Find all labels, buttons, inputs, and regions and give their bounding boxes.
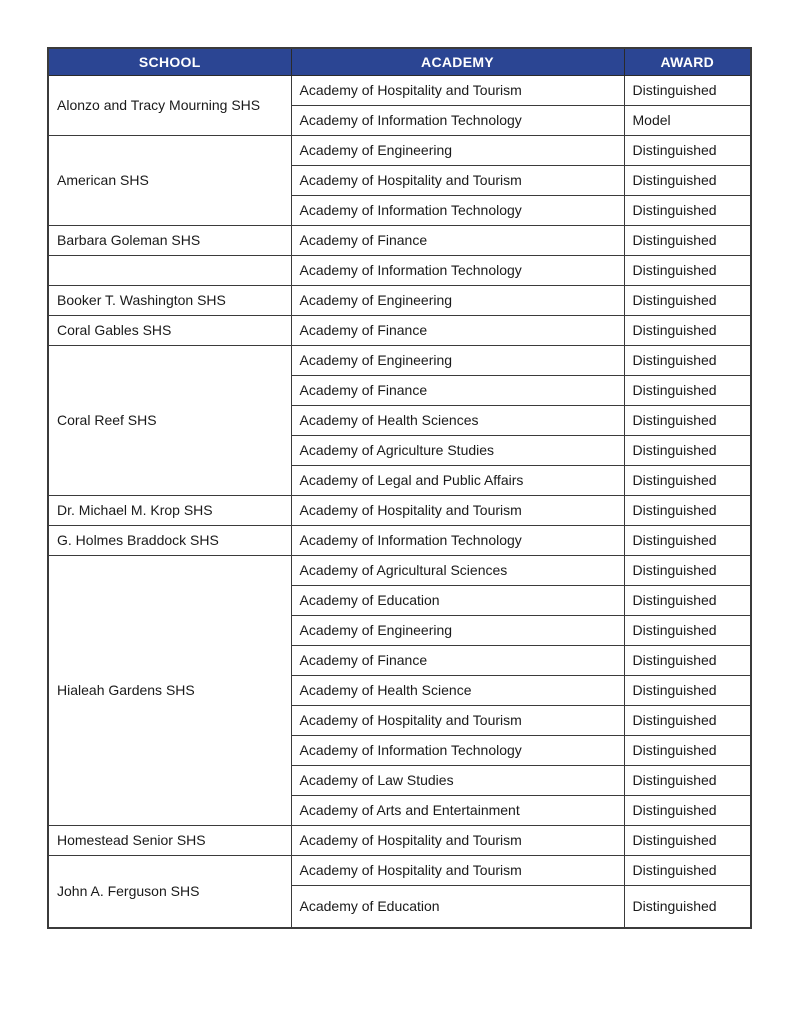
school-cell: Alonzo and Tracy Mourning SHS — [48, 75, 291, 135]
academy-cell: Academy of Information Technology — [291, 105, 624, 135]
awards-table-body — [48, 75, 751, 928]
table-row — [48, 225, 751, 255]
academy-cell: Academy of Hospitality and Tourism — [291, 825, 624, 855]
award-cell: Model — [624, 105, 751, 135]
academy-cell: Academy of Agriculture Studies — [291, 435, 624, 465]
award-cell: Distinguished — [624, 495, 751, 525]
awards-table — [47, 47, 752, 929]
award-cell: Distinguished — [624, 735, 751, 765]
award-cell: Distinguished — [624, 795, 751, 825]
award-cell: Distinguished — [624, 315, 751, 345]
table-row — [48, 525, 751, 555]
academy-cell: Academy of Agricultural Sciences — [291, 555, 624, 585]
award-cell: Distinguished — [624, 765, 751, 795]
award-cell: Distinguished — [624, 585, 751, 615]
academy-cell: Academy of Arts and Entertainment — [291, 795, 624, 825]
award-cell: Distinguished — [624, 225, 751, 255]
table-row — [48, 555, 751, 585]
column-header-school: SCHOOL — [48, 48, 291, 75]
academy-cell: Academy of Health Science — [291, 675, 624, 705]
academy-cell: Academy of Hospitality and Tourism — [291, 705, 624, 735]
award-cell: Distinguished — [624, 285, 751, 315]
award-cell: Distinguished — [624, 165, 751, 195]
table-row — [48, 495, 751, 525]
academy-cell: Academy of Engineering — [291, 345, 624, 375]
school-cell: American SHS — [48, 135, 291, 225]
school-cell: Hialeah Gardens SHS — [48, 555, 291, 825]
academy-cell: Academy of Finance — [291, 225, 624, 255]
academy-cell: Academy of Engineering — [291, 285, 624, 315]
academy-cell: Academy of Health Sciences — [291, 405, 624, 435]
academy-cell: Academy of Finance — [291, 645, 624, 675]
academy-cell: Academy of Information Technology — [291, 525, 624, 555]
award-cell: Distinguished — [624, 135, 751, 165]
column-header-award: AWARD — [624, 48, 751, 75]
school-cell: Dr. Michael M. Krop SHS — [48, 495, 291, 525]
school-cell: Coral Reef SHS — [48, 345, 291, 495]
academy-cell: Academy of Law Studies — [291, 765, 624, 795]
table-row — [48, 255, 751, 285]
award-cell: Distinguished — [624, 885, 751, 928]
award-cell: Distinguished — [624, 525, 751, 555]
school-cell: G. Holmes Braddock SHS — [48, 525, 291, 555]
award-cell: Distinguished — [624, 855, 751, 885]
academy-cell: Academy of Hospitality and Tourism — [291, 855, 624, 885]
award-cell: Distinguished — [624, 465, 751, 495]
table-row — [48, 75, 751, 105]
academy-cell: Academy of Hospitality and Tourism — [291, 165, 624, 195]
award-cell: Distinguished — [624, 675, 751, 705]
award-cell: Distinguished — [624, 345, 751, 375]
table-row — [48, 315, 751, 345]
academy-cell: Academy of Engineering — [291, 135, 624, 165]
school-cell: John A. Ferguson SHS — [48, 855, 291, 928]
award-cell: Distinguished — [624, 195, 751, 225]
school-cell: Coral Gables SHS — [48, 315, 291, 345]
award-cell: Distinguished — [624, 645, 751, 675]
academy-cell: Academy of Engineering — [291, 615, 624, 645]
award-cell: Distinguished — [624, 255, 751, 285]
table-row — [48, 825, 751, 855]
table-row — [48, 285, 751, 315]
column-header-academy: ACADEMY — [291, 48, 624, 75]
table-row — [48, 855, 751, 885]
award-cell: Distinguished — [624, 615, 751, 645]
academy-cell: Academy of Education — [291, 885, 624, 928]
school-cell — [48, 255, 291, 285]
award-cell: Distinguished — [624, 705, 751, 735]
award-cell: Distinguished — [624, 375, 751, 405]
academy-cell: Academy of Hospitality and Tourism — [291, 75, 624, 105]
award-cell: Distinguished — [624, 75, 751, 105]
academy-cell: Academy of Information Technology — [291, 255, 624, 285]
academy-cell: Academy of Legal and Public Affairs — [291, 465, 624, 495]
academy-cell: Academy of Finance — [291, 375, 624, 405]
table-row — [48, 345, 751, 375]
school-cell: Homestead Senior SHS — [48, 825, 291, 855]
school-cell: Booker T. Washington SHS — [48, 285, 291, 315]
academy-cell: Academy of Hospitality and Tourism — [291, 495, 624, 525]
award-cell: Distinguished — [624, 435, 751, 465]
header-row — [48, 48, 751, 75]
award-cell: Distinguished — [624, 825, 751, 855]
academy-cell: Academy of Information Technology — [291, 735, 624, 765]
academy-cell: Academy of Information Technology — [291, 195, 624, 225]
award-cell: Distinguished — [624, 405, 751, 435]
award-cell: Distinguished — [624, 555, 751, 585]
table-row — [48, 135, 751, 165]
academy-cell: Academy of Education — [291, 585, 624, 615]
school-cell: Barbara Goleman SHS — [48, 225, 291, 255]
academy-cell: Academy of Finance — [291, 315, 624, 345]
